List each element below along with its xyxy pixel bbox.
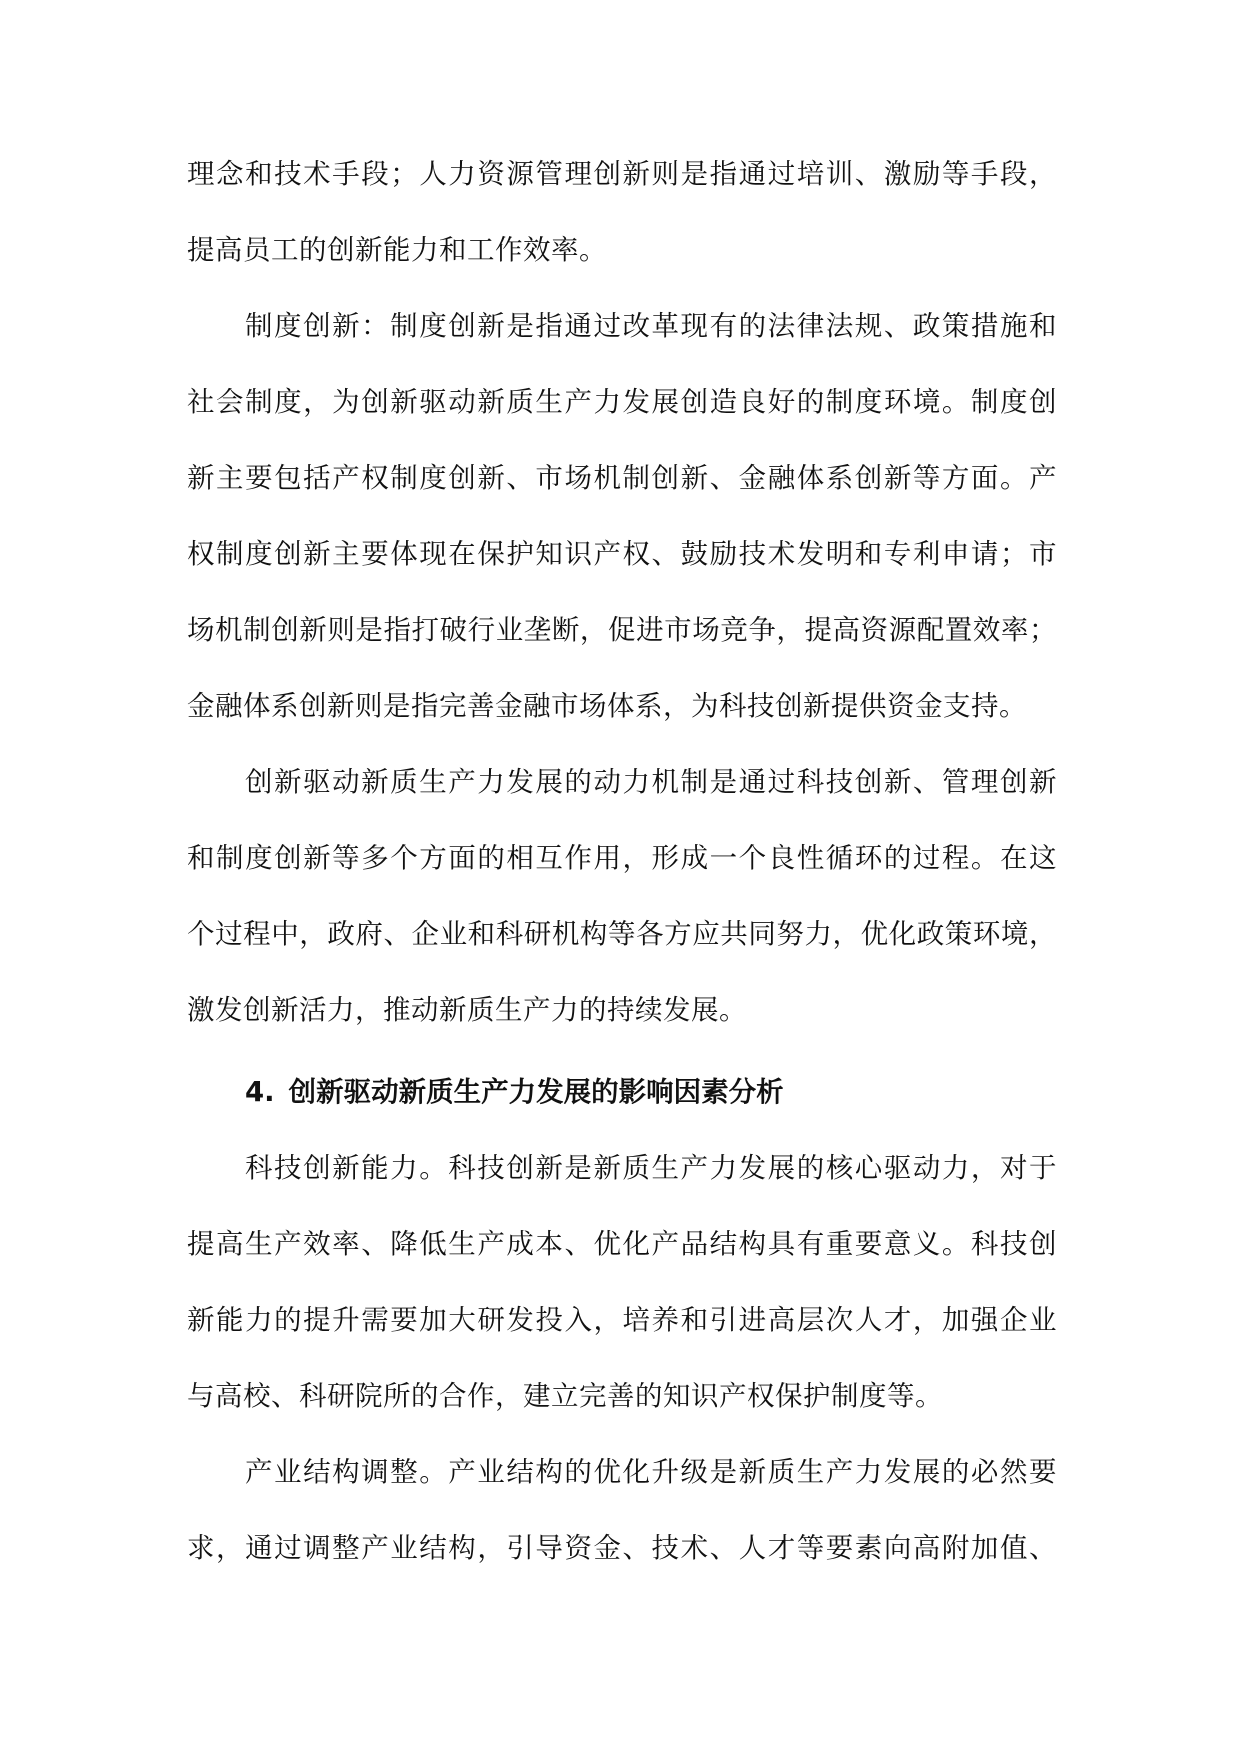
- paragraph-line: 金融体系创新则是指完善金融市场体系，为科技创新提供资金支持。: [187, 690, 1027, 722]
- section-heading: [245, 1070, 784, 1114]
- paragraph-line: 与高校、科研院所的合作，建立完善的知识产权保护制度等。: [187, 1380, 943, 1412]
- paragraph-line: 新主要包括产权制度创新、市场机制创新、金融体系创新等方面。产: [187, 462, 1057, 494]
- paragraph-line: 场机制创新则是指打破行业垄断，促进市场竞争，提高资源配置效率；: [187, 614, 1057, 646]
- paragraph-line: 产业结构调整。产业结构的优化升级是新质生产力发展的必然要: [245, 1456, 1057, 1488]
- paragraph-line: 提高员工的创新能力和工作效率。: [187, 234, 607, 266]
- section-title: 创新驱动新质生产力发展的影响因素分析: [288, 1076, 784, 1108]
- paragraph-line: 理念和技术手段；人力资源管理创新则是指通过培训、激励等手段，: [187, 158, 1057, 190]
- paragraph-line: 新能力的提升需要加大研发投入，培养和引进高层次人才，加强企业: [187, 1304, 1057, 1336]
- paragraph-line: 社会制度，为创新驱动新质生产力发展创造良好的制度环境。制度创: [187, 386, 1057, 418]
- paragraph-line: 权制度创新主要体现在保护知识产权、鼓励技术发明和专利申请；市: [187, 538, 1057, 570]
- paragraph-line: 科技创新能力。科技创新是新质生产力发展的核心驱动力，对于: [245, 1152, 1057, 1184]
- paragraph-line: 个过程中，政府、企业和科研机构等各方应共同努力，优化政策环境，: [187, 918, 1057, 950]
- paragraph-line: 提高生产效率、降低生产成本、优化产品结构具有重要意义。科技创: [187, 1228, 1057, 1260]
- paragraph-line: 求，通过调整产业结构，引导资金、技术、人才等要素向高附加值、: [187, 1532, 1057, 1564]
- paragraph-line: 激发创新活力，推动新质生产力的持续发展。: [187, 994, 747, 1026]
- section-number: 4.: [245, 1076, 275, 1108]
- paragraph-line: 制度创新：制度创新是指通过改革现有的法律法规、政策措施和: [245, 310, 1057, 342]
- paragraph-line: 创新驱动新质生产力发展的动力机制是通过科技创新、管理创新: [245, 766, 1057, 798]
- paragraph-line: 和制度创新等多个方面的相互作用，形成一个良性循环的过程。在这: [187, 842, 1057, 874]
